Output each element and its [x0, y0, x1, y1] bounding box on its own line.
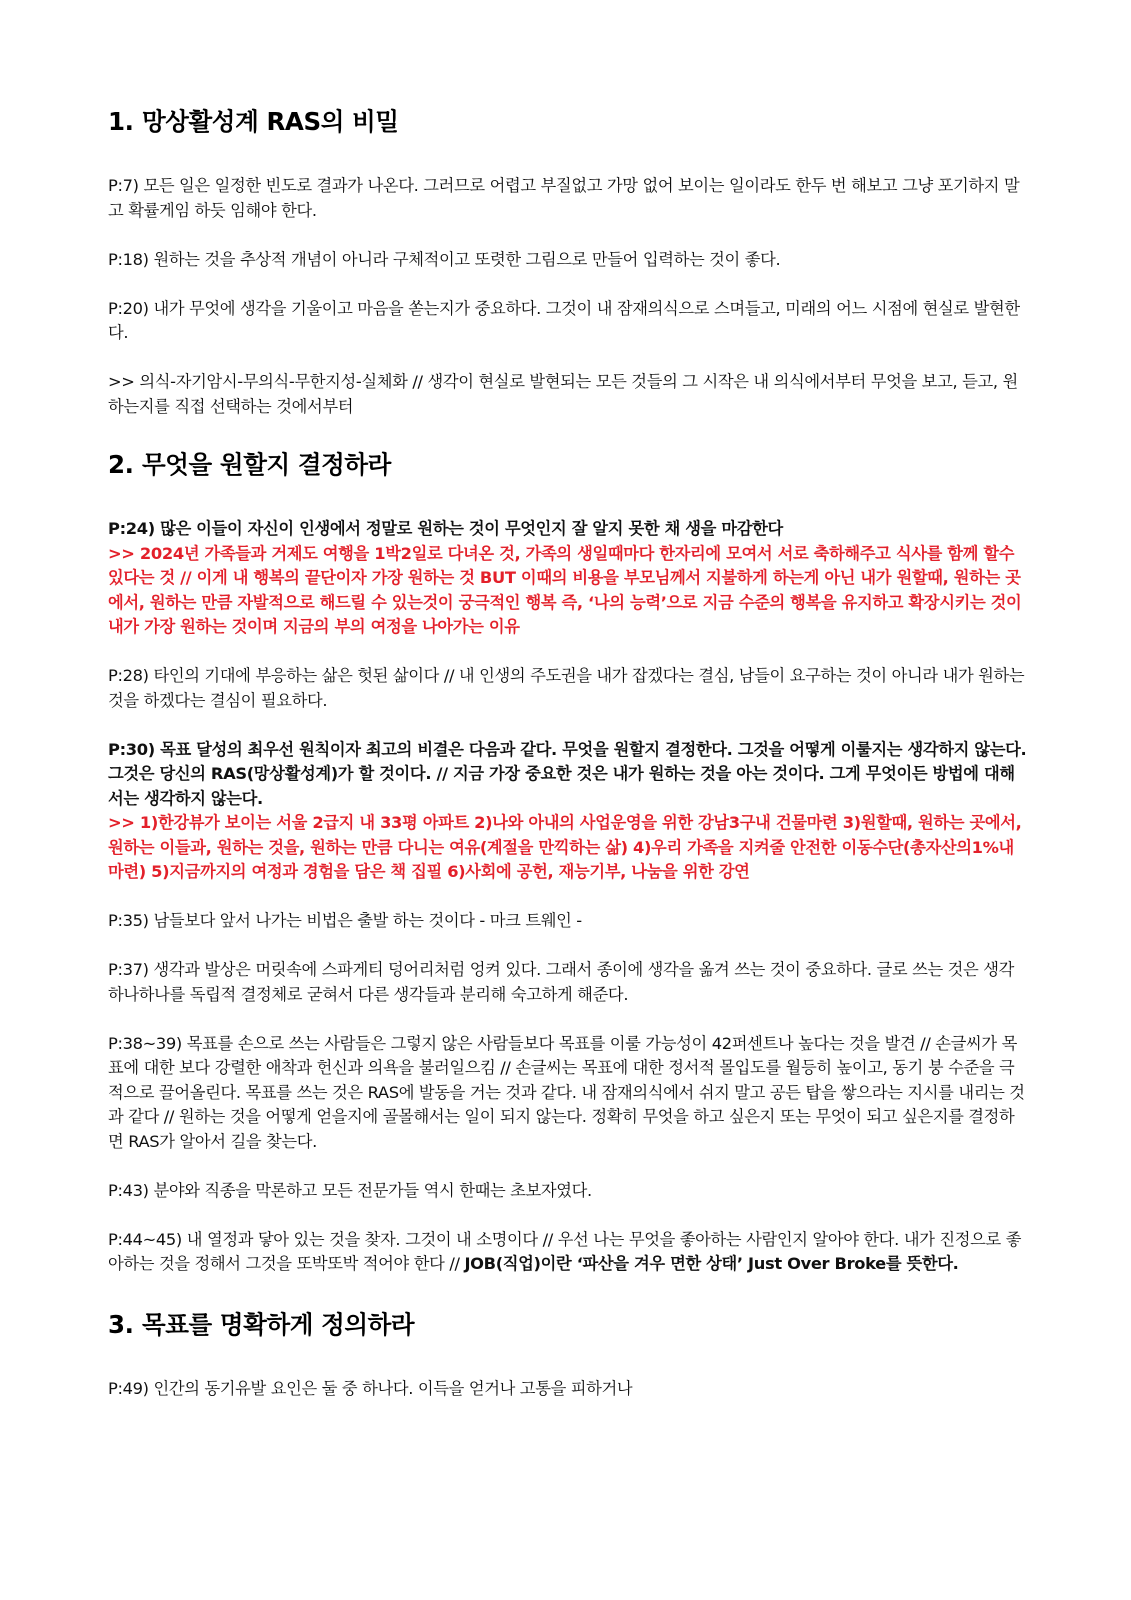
section-number: 2.	[108, 450, 134, 479]
section-title: 목표를 명확하게 정의하라	[142, 1309, 415, 1339]
p30-red-note: >> 1)한강뷰가 보이는 서울 2급지 내 33평 아파트 2)나와 아내의 사업운영을 위한 강남3구내 건물마련 3)원할때, 원하는 곳에서, 원하는 이들과, 원하는 것을, 원하는 만큼 다니는 여유(계절을 만끽하는 삶) 4)우리 가족을 지켜줄 안전한 이동수단(총자산의1%내 마련) 5)지금까지의 여정과 경험을 담은 책 집필 6)사회에 공헌, 재능기부, 나눔을 위한 강연	[108, 813, 1022, 881]
p44-bold-text: JOB(직업)이란 ‘파산을 겨우 면한 상태’ Just Over Broke를 뜻한다.	[464, 1254, 959, 1273]
paragraph-p35: P:35) 남들보다 앞서 나가는 비법은 출발 하는 것이다 - 마크 트웨인 -	[108, 911, 582, 930]
paragraph-p44	[108, 1228, 1028, 1277]
paragraph-note-1: >> 의식-자기암시-무의식-무한지성-실체화 // 생각이 현실로 발현되는 모든 것들의 그 시작은 내 의식에서부터 무엇을 보고, 듣고, 원하는지를 직접 선택하는 것에서부터	[108, 372, 1018, 416]
p30-bold-text: P:30) 목표 달성의 최우선 원칙이자 최고의 비결은 다음과 같다. 무엇을 원할지 결정한다. 그것을 어떻게 이룰지는 생각하지 않는다. 그것은 당신의 RAS(망상활성계)가 할 것이다. // 지금 가장 중요한 것은 내가 원하는 것을 아는 것이다. 그게 무엇이든 방법에 대해서는 생각하지 않는다.	[108, 739, 1027, 808]
section-title: 무엇을 원할지 결정하라	[142, 450, 391, 479]
paragraph-p20: P:20) 내가 무엇에 생각을 기울이고 마음을 쏟는지가 중요하다. 그것이 내 잠재의식으로 스며들고, 미래의 어느 시점에 현실로 발현한다.	[108, 298, 1020, 342]
paragraph-p38: P:38~39) 목표를 손으로 쓰는 사람들은 그렇지 않은 사람들보다 목표를 이룰 가능성이 42퍼센트나 높다는 것을 발견 // 손글씨가 목표에 대한 보다 강렬한 애착과 헌신과 의욕을 불러일으킴 // 손글씨는 목표에 대한 정서적 몰입도를 월등히 높이고, 동기 붕 수준을 극적으로 끌어올린다. 목표를 쓰는 것은 RAS에 발동을 거는 것과 같다. 내 잠재의식에서 쉬지 말고 공든 탑을 쌓으라는 지시를 내리는 것과 같다 // 원하는 것을 어떻게 얻을지에 골몰해서는 일이 되지 않는다. 정확히 무엇을 하고 싶은지 또는 무엇이 되고 싶은지를 결정하면 RAS가 알아서 길을 찾는다.	[108, 1033, 1025, 1151]
paragraph-p18: P:18) 원하는 것을 추상적 개념이 아니라 구체적이고 또렷한 그림으로 만들어 입력하는 것이 좋다.	[108, 249, 781, 269]
paragraph-p24	[108, 517, 1028, 640]
section-3-heading	[108, 1309, 1028, 1341]
document-page	[108, 106, 1028, 1401]
paragraph-p37: P:37) 생각과 발상은 머릿속에 스파게티 덩어리처럼 엉켜 있다. 그래서 종이에 생각을 옮겨 쓰는 것이 중요하다. 글로 쓰는 것은 생각 하나하나를 독립적 결정체로 굳혀서 다른 생각들과 분리해 숙고하게 해준다.	[108, 960, 1015, 1004]
paragraph-p30	[108, 738, 1028, 885]
paragraph-p28: P:28) 타인의 기대에 부응하는 삶은 헛된 삶이다 // 내 인생의 주도권을 내가 잡겠다는 결심, 남들이 요구하는 것이 아니라 내가 원하는 것을 하겠다는 결심이 필요하다.	[108, 666, 1025, 710]
section-title: 망상활성계 RAS의 비밀	[142, 107, 399, 136]
section-2-heading	[108, 449, 1028, 481]
paragraph-p43: P:43) 분야와 직종을 막론하고 모든 전문가들 역시 한때는 초보자였다.	[108, 1180, 592, 1200]
p24-red-note: >> 2024년 가족들과 거제도 여행을 1박2일로 다녀온 것, 가족의 생일때마다 한자리에 모여서 서로 축하해주고 식사를 함께 할수 있다는 것 // 이게 내 행복의 끝단이자 가장 원하는 것 BUT 이때의 비용을 부모님께서 지불하게 하는게 아닌 내가 원할때, 원하는 곳에서, 원하는 만큼 자발적으로 해드릴 수 있는것이 궁극적인 행복 즉, ‘나의 능력’으로 지금 수준의 행복을 유지하고 확장시키는 것이 내가 가장 원하는 것이며 지금의 부의 여정을 나아가는 이유	[108, 543, 1022, 636]
p44-text: P:44~45) 내 열정과 닿아 있는 것을 찾자. 그것이 내 소명이다 // 우선 나는 무엇을 좋아하는 사람인지 알아야 한다. 내가 진정으로 좋아하는 것을 정해서 그것을 또박또박 적어야 한다 //	[108, 1229, 1022, 1273]
paragraph-p7: P:7) 모든 일은 일정한 빈도로 결과가 나온다. 그러므로 어렵고 부질없고 가망 없어 보이는 일이라도 한두 번 해보고 그냥 포기하지 말고 확률게임 하듯 임해야 한다.	[108, 176, 1020, 220]
section-number: 1.	[108, 107, 134, 136]
paragraph-p49: P:49) 인간의 동기유발 요인은 둘 중 하나다. 이득을 얻거나 고통을 피하거나	[108, 1378, 633, 1398]
section-1-heading	[108, 106, 1028, 138]
p24-bold-text: P:24) 많은 이들이 자신이 인생에서 정말로 원하는 것이 무엇인지 잘 알지 못한 채 생을 마감한다	[108, 519, 783, 538]
section-number: 3.	[108, 1309, 134, 1339]
